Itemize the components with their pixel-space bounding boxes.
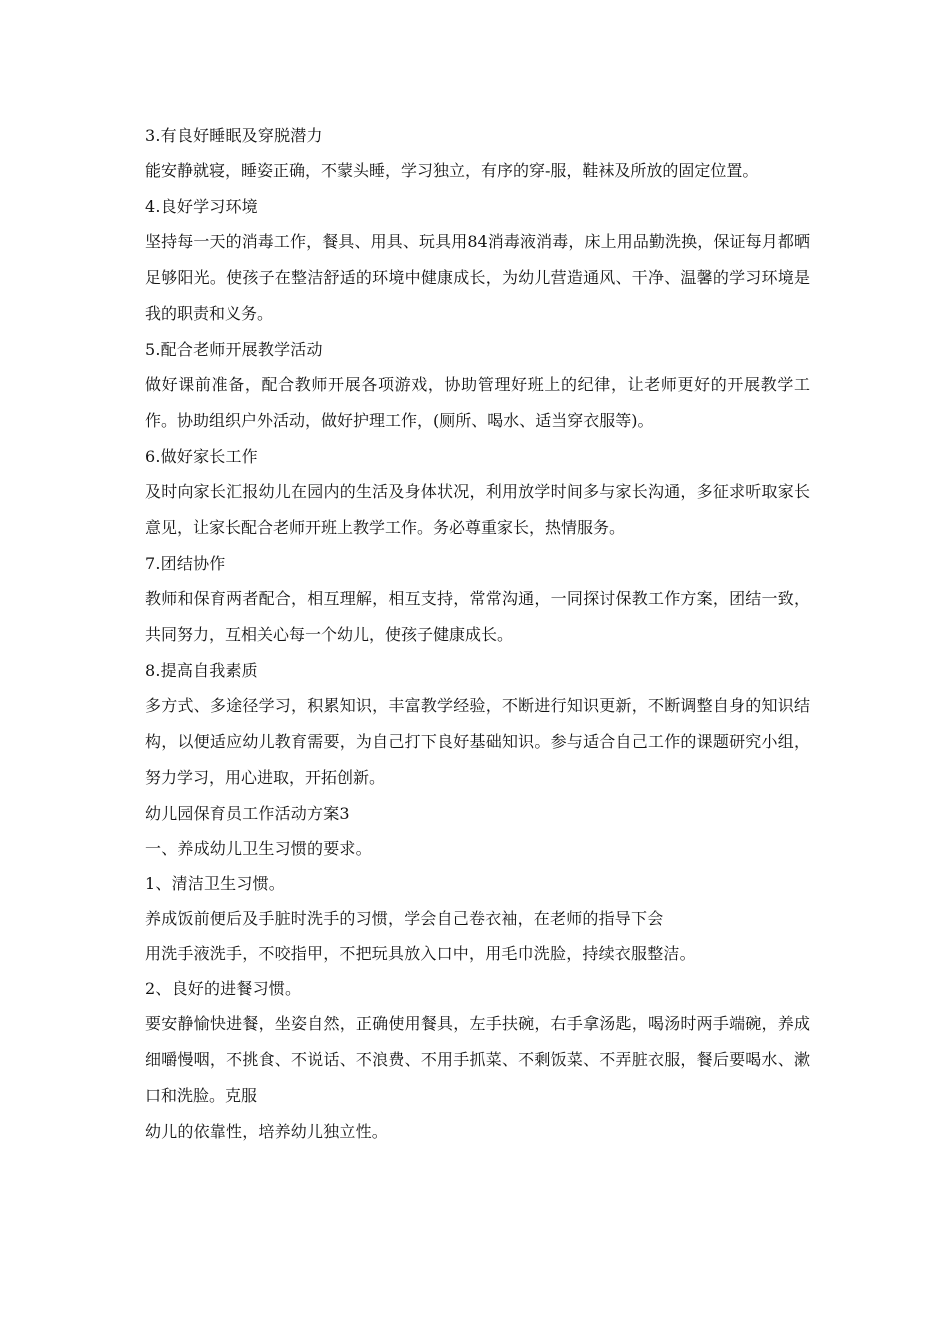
paragraph: 做好课前准备，配合教师开展各项游戏，协助管理好班上的纪律，让老师更好的开展教学工作。协助组织户外活动，做好护理工作，(厕所、喝水、适当穿衣服等)。	[145, 375, 810, 430]
document-subtitle: 幼儿园保育员工作活动方案3	[145, 804, 350, 823]
section-heading: 6.做好家长工作	[145, 447, 258, 466]
paragraph: 及时向家长汇报幼儿在园内的生活及身体状况，利用放学时间多与家长沟通，多征求听取家长意见，让家长配合老师开班上教学工作。务必尊重家长，热情服务。	[145, 482, 810, 537]
paragraph: 多方式、多途径学习，积累知识，丰富教学经验，不断进行知识更新，不断调整自身的知识结构，以便适应幼儿教育需要，为自己打下良好基础知识。参与适合自己工作的课题研究小组，努力学习，用心进取，开拓创新。	[145, 696, 810, 787]
section-heading: 一、养成幼儿卫生习惯的要求。	[145, 839, 372, 858]
paragraph: 教师和保育两者配合，相互理解，相互支持，常常沟通，一同探讨保教工作方案，团结一致，共同努力，互相关心每一个幼儿，使孩子健康成长。	[145, 589, 810, 644]
text-line: 用洗手液洗手，不咬指甲，不把玩具放入口中，用毛巾洗脸，持续衣服整洁。	[145, 944, 696, 963]
paragraph: 坚持每一天的消毒工作，餐具、用具、玩具用84消毒液消毒，床上用品勤洗换，保证每月都晒足够阳光。使孩子在整洁舒适的环境中健康成长，为幼儿营造通风、干净、温馨的学习环境是我的职责和义务。	[145, 232, 810, 323]
subsection-heading: 1、清洁卫生习惯。	[145, 874, 285, 893]
text-line: 幼儿的依靠性，培养幼儿独立性。	[145, 1122, 389, 1141]
section-heading: 7.团结协作	[145, 554, 226, 573]
section-heading: 8.提高自我素质	[145, 661, 258, 680]
section-heading: 3.有良好睡眠及穿脱潜力	[145, 126, 323, 145]
section-heading: 5.配合老师开展教学活动	[145, 340, 323, 359]
paragraph: 要安静愉快进餐，坐姿自然，正确使用餐具，左手扶碗，右手拿汤匙，喝汤时两手端碗，养成细嚼慢咽，不挑食、不说话、不浪费、不用手抓菜、不剩饭菜、不弄脏衣服，餐后要喝水、漱口和洗脸。克服	[145, 1014, 810, 1105]
section-heading: 4.良好学习环境	[145, 197, 258, 216]
subsection-heading: 2、良好的进餐习惯。	[145, 979, 302, 998]
text-line: 养成饭前便后及手脏时洗手的习惯，学会自己卷衣袖，在老师的指导下会	[145, 909, 664, 928]
paragraph: 能安静就寝，睡姿正确，不蒙头睡，学习独立，有序的穿-服，鞋袜及所放的固定位置。	[145, 161, 759, 180]
document-page	[145, 118, 810, 1149]
